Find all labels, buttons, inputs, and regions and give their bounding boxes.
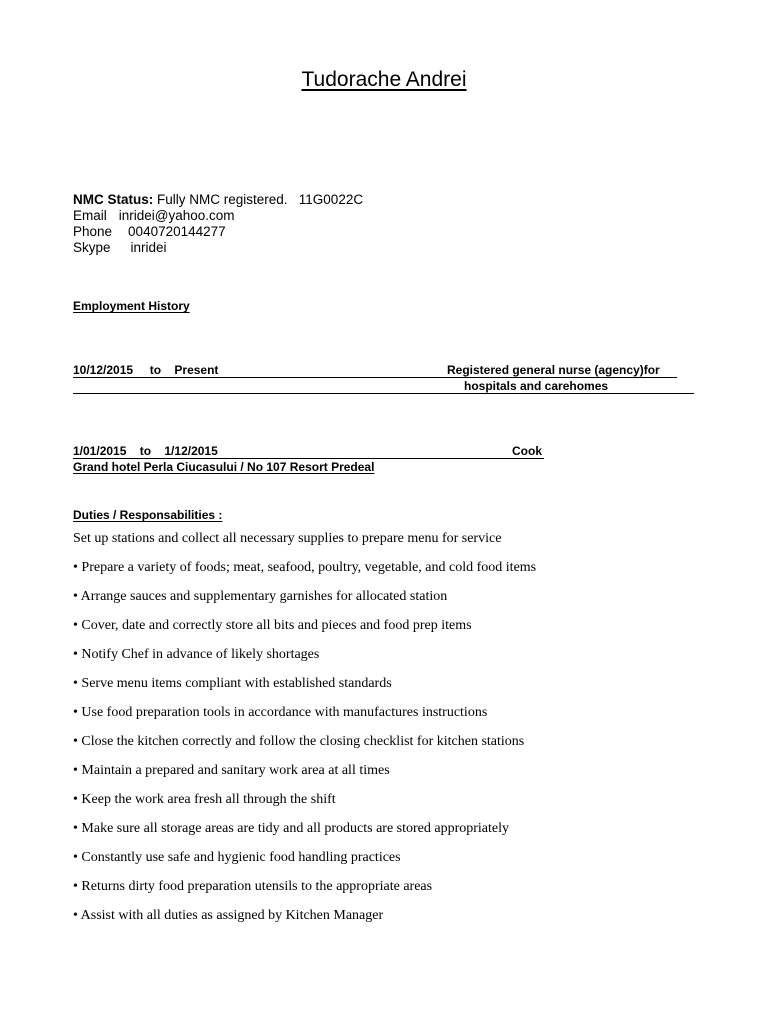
- duty-item: • Prepare a variety of foods; meat, seafood, poultry, vegetable, and cold food items: [73, 560, 537, 575]
- duty-item: • Cover, date and correctly store all bits and pieces and food prep items: [73, 618, 472, 633]
- email-value: inridei@yahoo.com: [118, 208, 235, 223]
- skype-label: Skype: [73, 240, 111, 255]
- duties-list: [73, 530, 536, 936]
- skype-row: [73, 240, 363, 256]
- job1-underline-1: [73, 377, 677, 378]
- email-row: [73, 208, 363, 224]
- job2-title: Cook: [512, 444, 542, 458]
- duty-item: • Close the kitchen correctly and follow the closing checklist for kitchen stations: [73, 734, 525, 749]
- phone-row: [73, 224, 363, 240]
- phone-label: Phone: [73, 224, 113, 239]
- job1-underline-2: [73, 393, 694, 394]
- nmc-status-value: Fully NMC registered. 11G0022C: [153, 192, 364, 207]
- duty-item: • Assist with all duties as assigned by Kitchen Manager: [73, 908, 384, 923]
- job2-employer: Grand hotel Perla Ciucasului / No 107 Resort Predeal: [73, 460, 375, 474]
- duty-item: • Serve menu items compliant with established standards: [73, 676, 392, 691]
- duty-item: • Use food preparation tools in accordance with manufactures instructions: [73, 705, 488, 720]
- contact-block: [73, 192, 363, 256]
- duty-item: • Maintain a prepared and sanitary work area at all times: [73, 763, 390, 778]
- duty-item: Set up stations and collect all necessary supplies to prepare menu for service: [73, 531, 502, 546]
- job2-underline: [73, 458, 544, 459]
- candidate-name: Tudorache Andrei: [301, 68, 467, 91]
- email-label: Email: [73, 208, 107, 223]
- phone-value: 0040720144277: [128, 224, 226, 239]
- duty-item: • Returns dirty food preparation utensils to the appropriate areas: [73, 879, 433, 894]
- duty-item: • Keep the work area fresh all through the shift: [73, 792, 336, 807]
- duties-heading: Duties / Responsabilities :: [73, 508, 223, 522]
- job1-title-line1: Registered general nurse (agency)for: [447, 363, 660, 377]
- skype-value: inridei: [130, 240, 167, 255]
- duty-item: • Arrange sauces and supplementary garnishes for allocated station: [73, 589, 448, 604]
- duty-item: • Make sure all storage areas are tidy and all products are stored appropriately: [73, 821, 510, 836]
- duty-item: • Constantly use safe and hygienic food handling practices: [73, 850, 401, 865]
- nmc-status-row: [73, 192, 363, 208]
- duty-item: • Notify Chef in advance of likely shortages: [73, 647, 320, 662]
- job2-dates: 1/01/2015 to 1/12/2015: [73, 444, 218, 458]
- job1-title-line2: hospitals and carehomes: [464, 379, 609, 393]
- employment-history-heading: Employment History: [73, 299, 190, 313]
- nmc-status-label: NMC Status:: [73, 192, 154, 207]
- job1-dates: 10/12/2015 to Present: [73, 363, 219, 377]
